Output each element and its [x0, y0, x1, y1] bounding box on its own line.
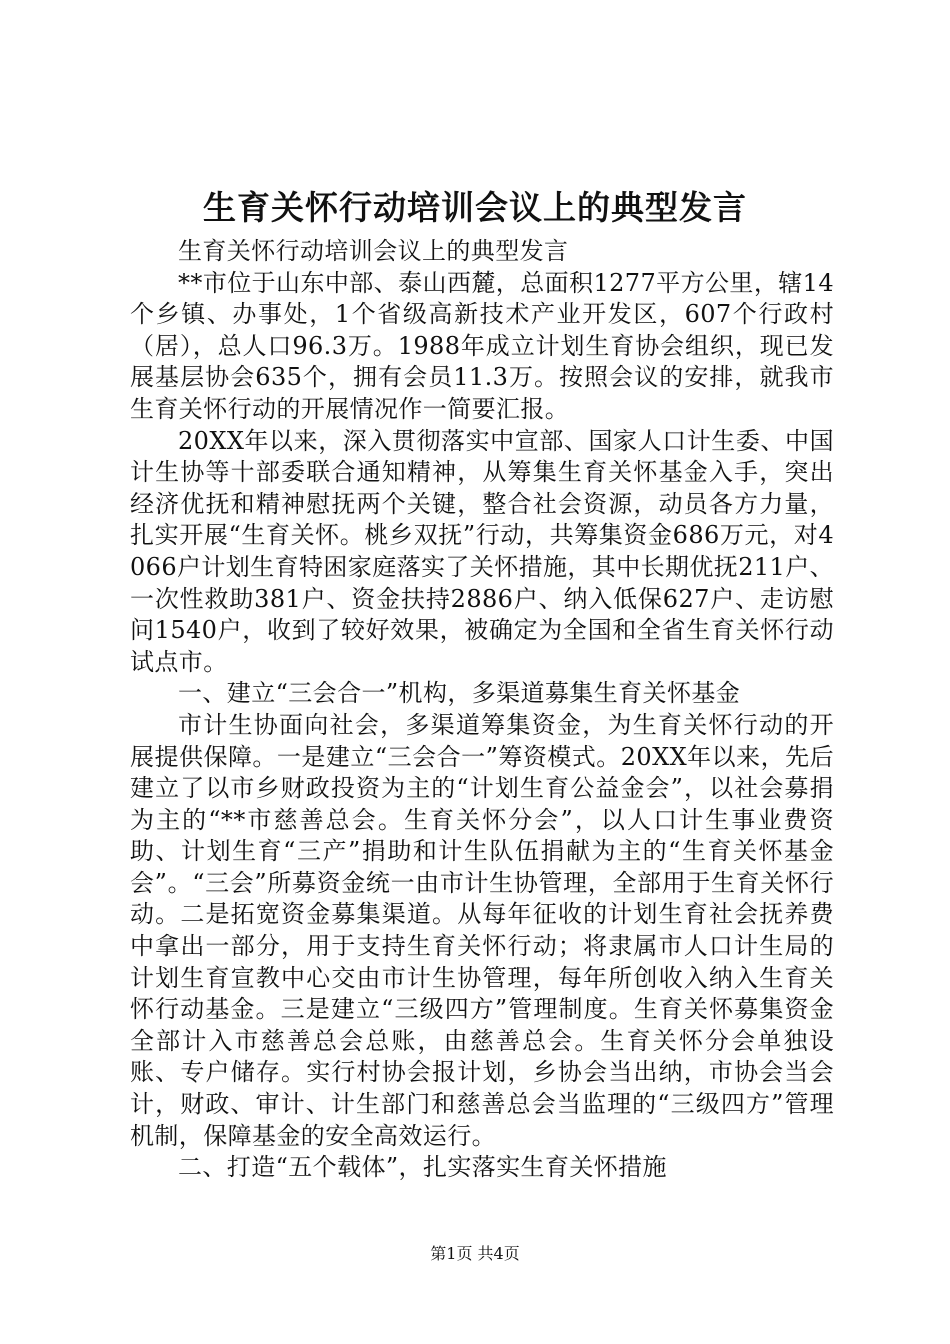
section-heading-2: 二、打造“五个载体”，扎实落实生育关怀措施: [178, 1153, 667, 1182]
page-footer: 第1页 共4页: [430, 1244, 520, 1263]
paragraph-summary: 20XX年以来，深入贯彻落实中宣部、国家人口计生委、中国计生协等十部委联合通知精神，从筹集生育关怀基金入手，突出经济优抚和精神慰抚两个关键，整合社会资源，动员各方力量，扎实开展“生育关怀。桃乡双抚”行动，共筹集资金686万元，对4066户计划生育特困家庭落实了关怀措施，其中长期优抚211户、一次性救助381户、资金扶持2886户、纳入低保627户、走访慰问1540户，收到了较好效果，被确定为全国和全省生育关怀行动试点市。: [130, 426, 835, 676]
document-title: 生育关怀行动培训会议上的典型发言: [203, 188, 747, 227]
paragraph-subtitle: 生育关怀行动培训会议上的典型发言: [178, 237, 569, 265]
paragraph-overview: **市位于山东中部、泰山西麓，总面积1277平方公里，辖14个乡镇、办事处，1个省级高新技术产业开发区，607个行政村（居），总人口96.3万。1988年成立计划生育协会组织，现已发展基层协会635个，拥有会员11.3万。按照会议的安排，就我市生育关怀行动的开展情况作一简要汇报。: [130, 268, 834, 423]
paragraph-section-1: 市计生协面向社会，多渠道筹集资金，为生育关怀行动的开展提供保障。一是建立“三会合一”筹资模式。20XX年以来，先后建立了以市乡财政投资为主的“计划生育公益金会”，以社会募捐为主的“**市慈善总会。生育关怀分会”，以人口计生事业费资助、计划生育“三产”捐助和计生队伍捐献为主的“生育关怀基金会”。“三会”所募资金统一由市计生协管理，全部用于生育关怀行动。二是拓宽资金募集渠道。从每年征收的计划生育社会抚养费中拿出一部分，用于支持生育关怀行动；将隶属市人口计生局的计划生育宣教中心交由市计生协管理，每年所创收入纳入生育关怀行动基金。三是建立“三级四方”管理制度。生育关怀募集资金全部计入市慈善总会总账，由慈善总会。生育关怀分会单独设账、专户储存。实行村协会报计划，乡协会当出纳，市协会当会计，财政、审计、计生部门和慈善总会当监理的“三级四方”管理机制，保障基金的安全高效运行。: [130, 710, 834, 1150]
section-heading-1: 一、建立“三会合一”机构，多渠道募集生育关怀基金: [178, 679, 741, 708]
document-body: [130, 236, 834, 1184]
